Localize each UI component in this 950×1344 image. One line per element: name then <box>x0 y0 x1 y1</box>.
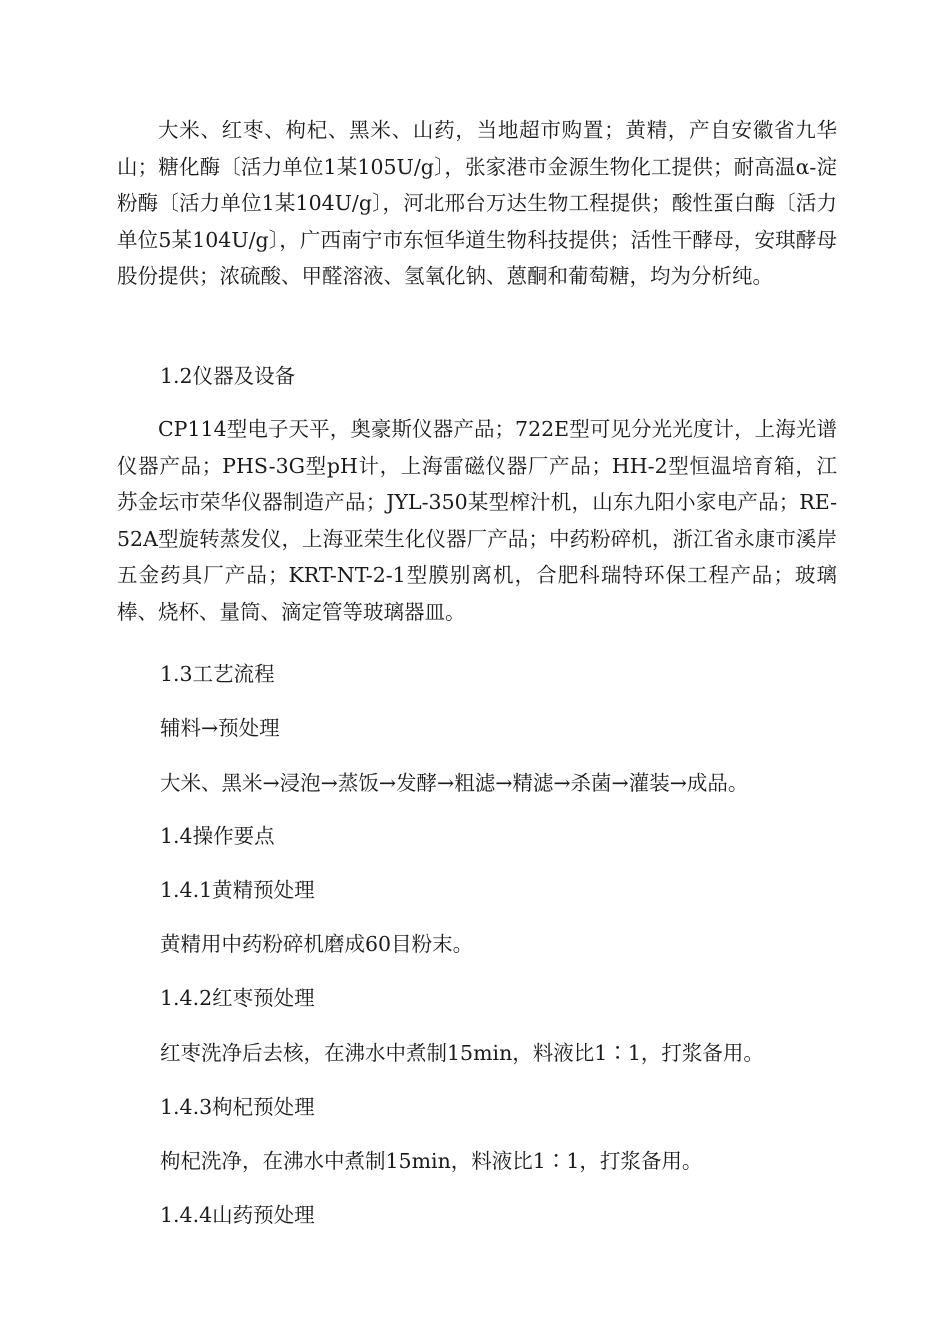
huangjing-text: 黄精用中药粉碎机磨成60目粉末。 <box>160 932 474 956</box>
goji-text: 枸杞洗净，在沸水中煮制15min，料液比1∶1，打浆备用。 <box>160 1149 703 1173</box>
subsection-heading-goji: 1.4.3枸杞预处理 <box>160 1095 315 1119</box>
instruments-paragraph: CP114型电子天平，奥豪斯仪器产品；722E型可见分光光度计，上海光谱仪器产品；PHS-3G型pH计，上海雷磁仪器厂产品；HH-2型恒温培育箱，江苏金坛市荣华仪器制造产品；JYL-350某型榨汁机，山东九阳小家电产品；RE-52A型旋转蒸发仪，上海亚荣生化仪器厂产品；中药粉碎机，浙江省永康市溪岸五金药具厂产品；KRT-NT-2-1型膜别离机，合肥科瑞特环保工程产品；玻璃棒、烧杯、量筒、滴定管等玻璃器皿。 <box>117 417 837 624</box>
section-heading-instruments: 1.2仪器及设备 <box>160 364 296 388</box>
section-heading-operation-points: 1.4操作要点 <box>160 824 275 848</box>
subsection-heading-yam: 1.4.4山药预处理 <box>160 1203 315 1227</box>
subsection-heading-jujube: 1.4.2红枣预处理 <box>160 986 315 1010</box>
jujube-text: 红枣洗净后去核，在沸水中煮制15min，料液比1∶1，打浆备用。 <box>160 1041 764 1065</box>
subsection-heading-huangjing: 1.4.1黄精预处理 <box>160 878 315 902</box>
process-flow-auxiliary: 辅料→预处理 <box>160 716 280 740</box>
materials-paragraph: 大米、红枣、枸杞、黑米、山药，当地超市购置；黄精，产自安徽省九华山；糖化酶〔活力单位1某105U/g〕，张家港市金源生物化工提供；耐高温α-淀粉酶〔活力单位1某104U/g〕，河北邢台万达生物工程提供；酸性蛋白酶〔活力单位5某104U/g〕，广西南宁市东恒华道生物科技提供；活性干酵母，安琪酵母股份提供；浓硫酸、甲醛溶液、氢氧化钠、蒽酮和葡萄糖，均为分析纯。 <box>117 118 837 288</box>
section-heading-process-flow: 1.3工艺流程 <box>160 662 275 686</box>
process-flow-main: 大米、黑米→浸泡→蒸饭→发酵→粗滤→精滤→杀菌→灌装→成品。 <box>160 771 749 795</box>
